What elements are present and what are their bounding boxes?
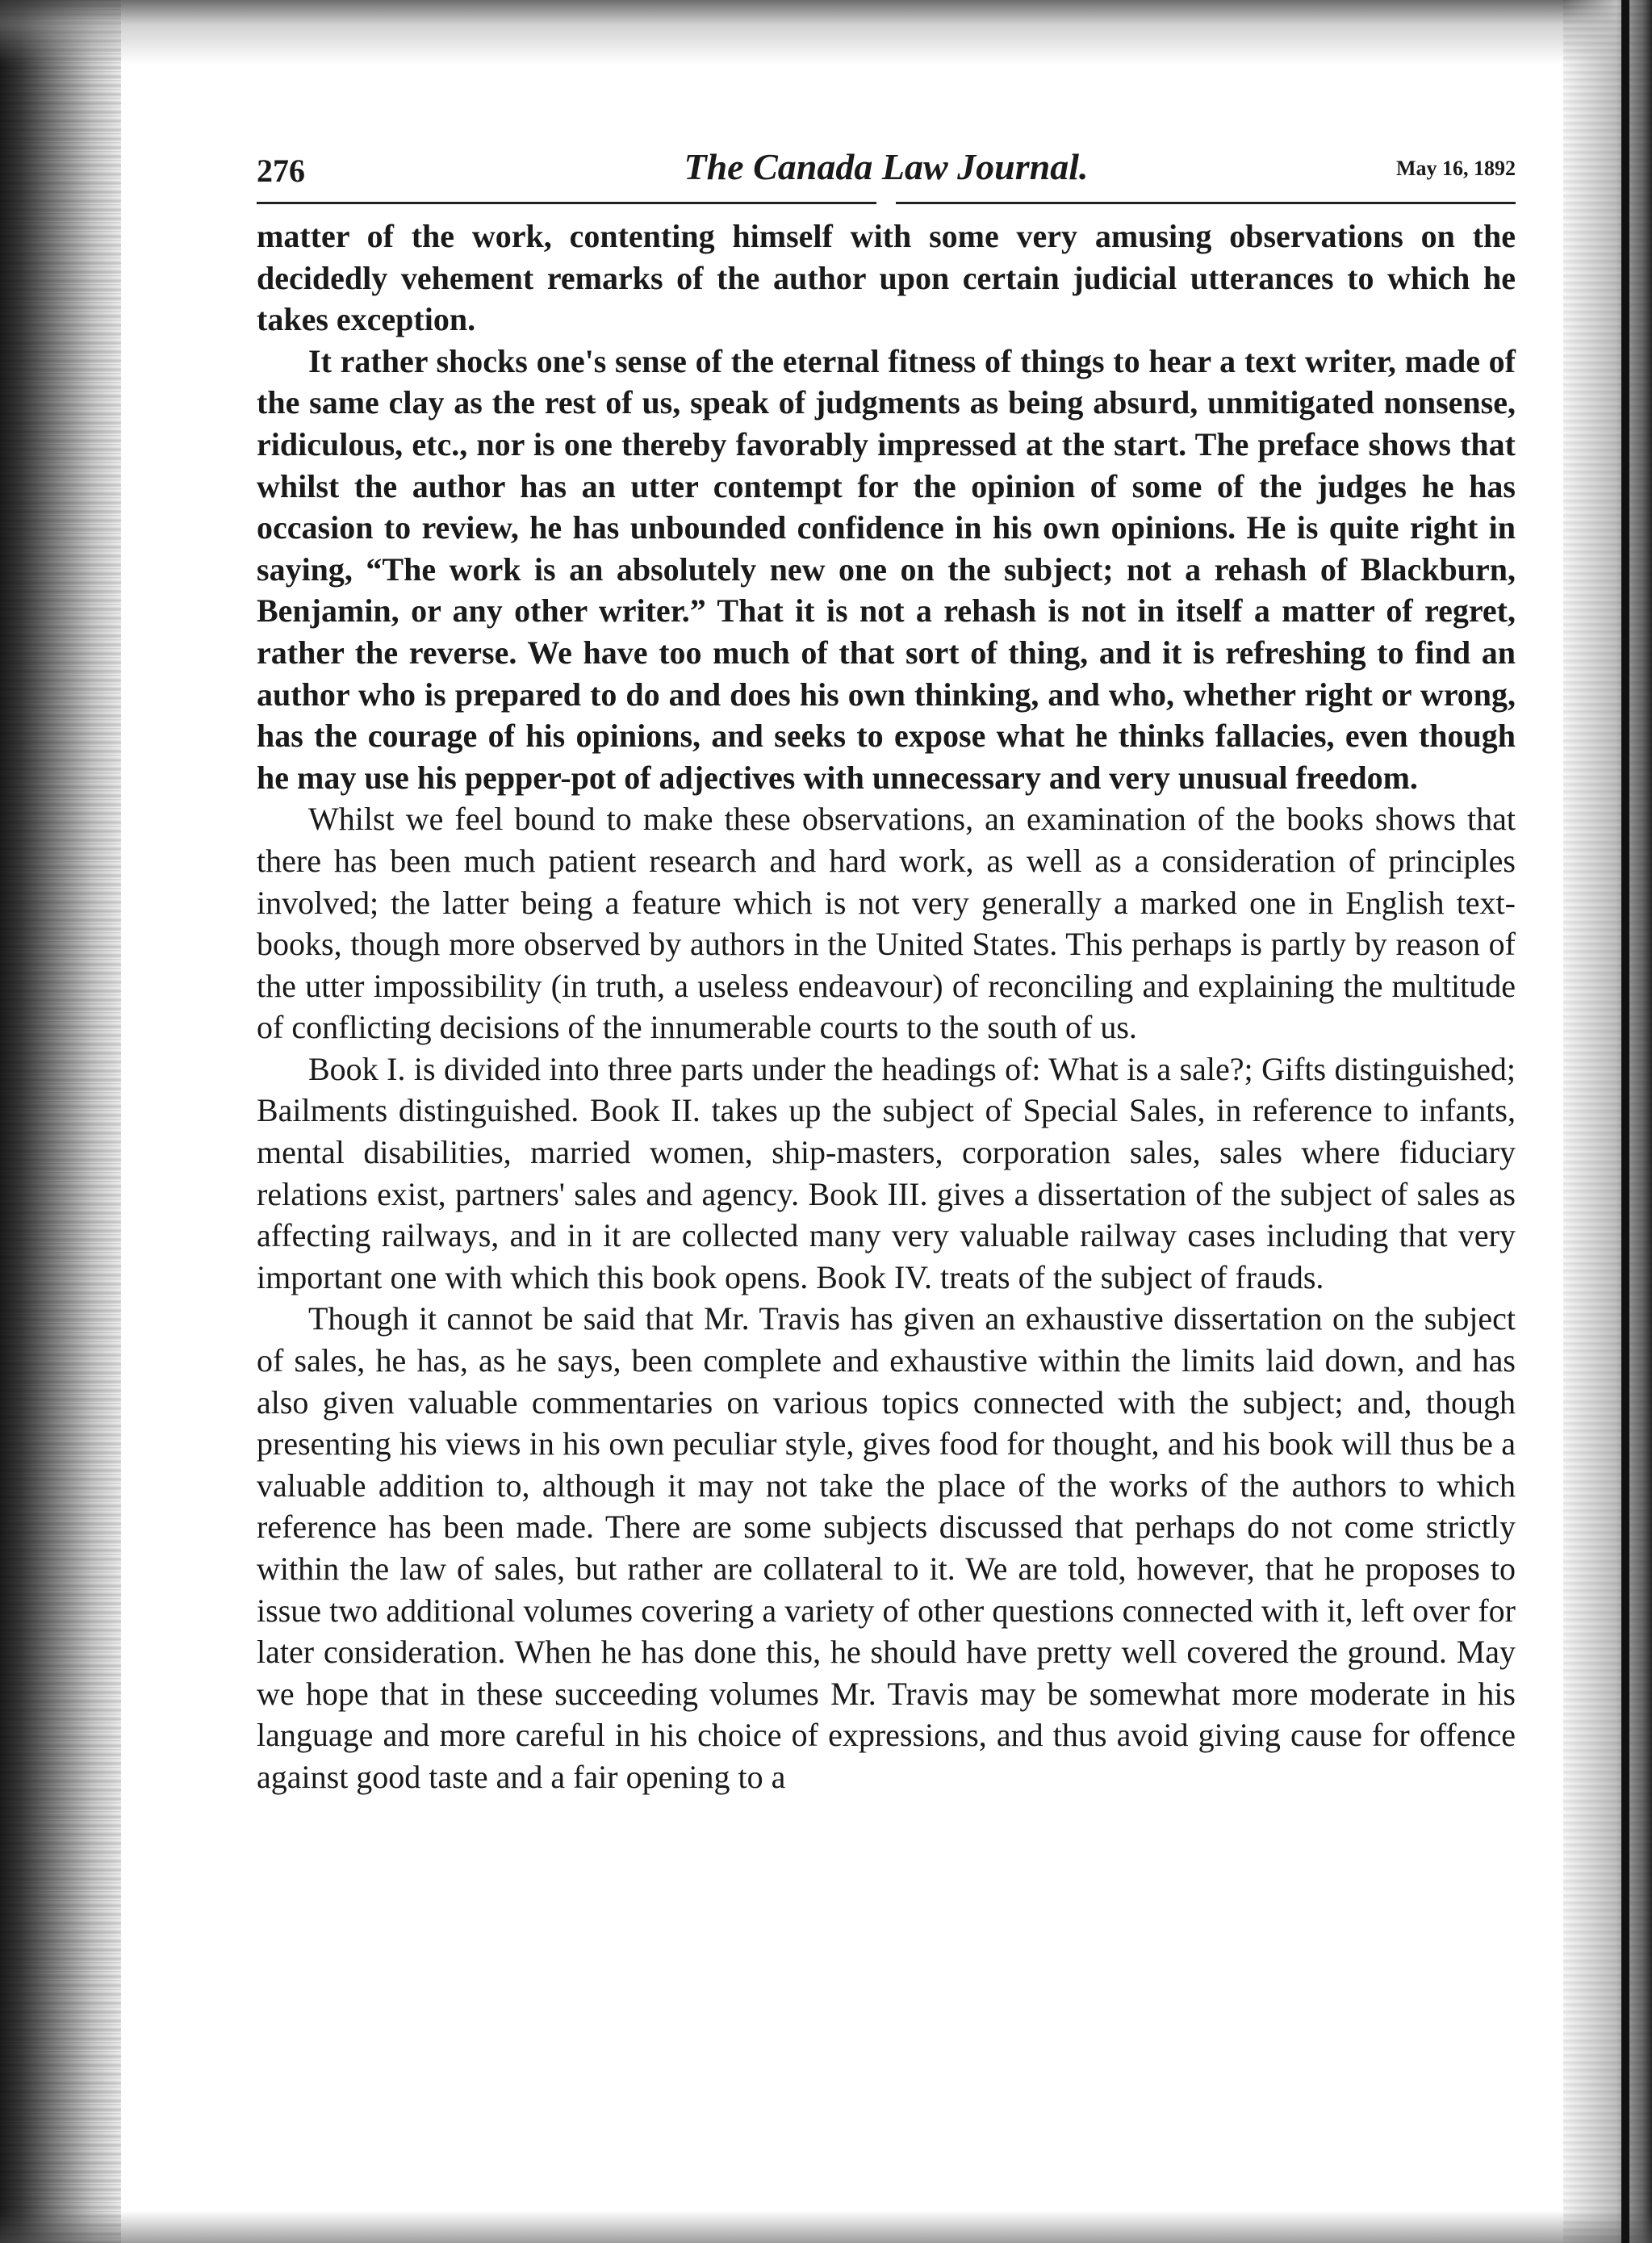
- running-head: [257, 145, 1516, 202]
- scan-shadow-left: [0, 0, 121, 2243]
- scan-shadow-right: [1563, 0, 1652, 2243]
- scan-shadow-bottom: [0, 2211, 1652, 2243]
- journal-page: [257, 145, 1516, 1798]
- paragraph-5: Though it cannot be said that Mr. Travis has given an exhaustive dissertation on the subject of sales, he has, as he says, been complete and exhaustive within the limits laid down, and has also given valuable commentaries on various topics connected with the subject; and, though presenting his views in his own peculiar style, gives food for thought, and his book will thus be a valuable addition to, although it may not take the place of the works of the authors to which reference has been made. There are some subjects discussed that perhaps do not come strictly within the law of sales, but rather are collateral to it. We are told, however, that he proposes to issue two additional volumes covering a variety of other questions connected with it, left over for later consideration. When he has done this, he should have pretty well covered the ground. May we hope that in these succeeding volumes Mr. Travis may be somewhat more moderate in his language and more careful in his choice of expressions, and thus avoid giving cause for offence against good taste and a fair opening to a: [257, 1300, 1516, 1795]
- article-body: [257, 216, 1516, 1798]
- paragraph-4: Book I. is divided into three parts under the headings of: What is a sale?; Gifts distinguished; Bailments distinguished. Book II. takes up the subject of Special Sales, in reference to infants, mental disabilities, married women, ship-masters, corporation sales, sales where fiduciary relations exist, partners' sales and agency. Book III. gives a dissertation of the subject of sales as affecting railways, and in it are collected many very valuable railway cases including that very important one with which this book opens. Book IV. treats of the subject of frauds.: [257, 1050, 1516, 1295]
- paragraph-1: matter of the work, contenting himself with some very amusing observations on the decidedly vehement remarks of the author upon certain judicial utterances to which he takes exception.: [257, 218, 1516, 338]
- paragraph-3: Whilst we feel bound to make these observations, an examination of the books shows that there has been much patient research and hard work, as well as a consideration of principles involved; the latter being a feature which is not very generally a marked one in English text-books, though more observed by authors in the United States. This perhaps is partly by reason of the utter impossibility (in truth, a useless endeavour) of reconciling and explaining the multitude of conflicting decisions of the innumerable courts to the south of us.: [257, 801, 1516, 1046]
- journal-title: The Canada Law Journal.: [684, 146, 1089, 187]
- header-rule-left: [257, 202, 876, 204]
- header-rule-right: [896, 202, 1516, 204]
- header-rule: [257, 202, 1516, 204]
- scan-shadow-top: [0, 0, 1652, 65]
- page-number: 276: [257, 153, 305, 189]
- issue-date: May 16, 1892: [1395, 157, 1516, 180]
- scan-edge-bar: [1621, 0, 1629, 2243]
- paragraph-2: It rather shocks one's sense of the eternal fitness of things to hear a text writer, made of the same clay as the rest of us, speak of judgments as being absurd, unmitigated nonsense, ridiculous, etc., nor is one thereby favorably impressed at the start. The preface shows that whilst the author has an utter contempt for the opinion of some of the judges he has occasion to review, he has unbounded confidence in his own opinions. He is quite right in saying, “The work is an absolutely new one on the subject; not a rehash of Blackburn, Benjamin, or any other writer.” That it is not a rehash is not in itself a matter of regret, rather the reverse. We have too much of that sort of thing, and it is refreshing to find an author who is prepared to do and does his own thinking, and who, whether right or wrong, has the courage of his opinions, and seeks to expose what he thinks fallacies, even though he may use his pepper-pot of adjectives with unnecessary and very unusual freedom.: [257, 342, 1516, 796]
